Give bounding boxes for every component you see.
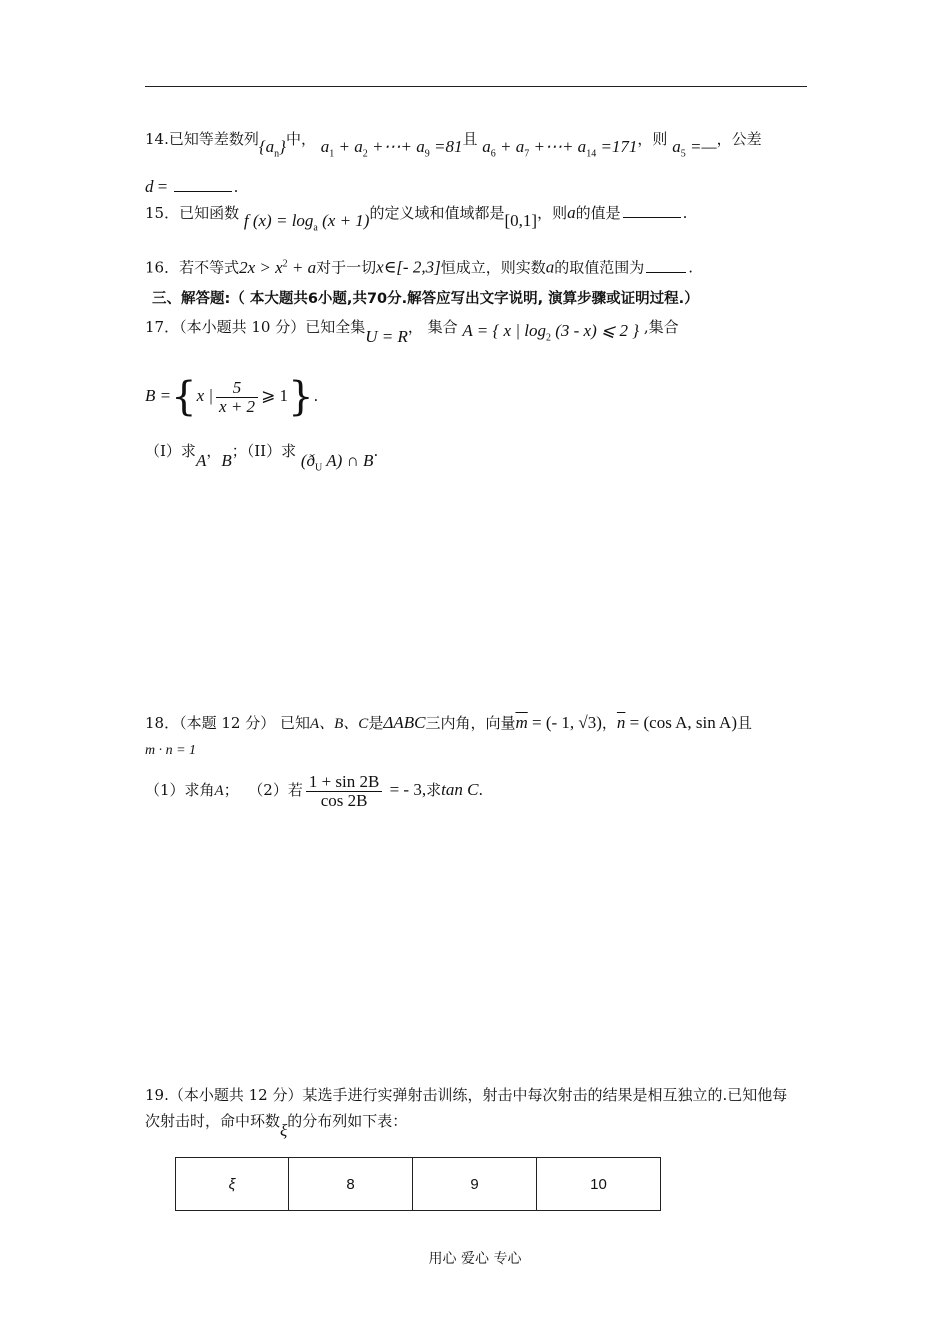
q15-answer-blank[interactable] bbox=[623, 205, 681, 218]
q19-line1: 19.（本小题共 12 分）某选手进行实弹射击训练，射击中每次射击的结果是相互独立的.已知他每 bbox=[145, 1086, 788, 1104]
q15-line: 15．已知函数 f $(x) = \log_a (x + 1)$的定义域和值域都是[0,1]，则a的值是 . bbox=[145, 203, 688, 234]
q15-function: f $(x) = \log_a (x + 1)$ bbox=[243, 211, 370, 234]
q14-answer-blank[interactable] bbox=[174, 179, 232, 192]
q17-parts: （I）求A，B；（II）求 ($ð_U$ A) ∩ B. bbox=[145, 442, 379, 474]
q17-part2-expression: ($ð_U$ A) ∩ B bbox=[300, 451, 374, 474]
q18-line1: 18．（本题 12 分） 已知A、B、C是ΔABC三内角，向量$\overline{m}$ = (- 1, √3)，$\overline{n} = (\cos$ A, sin A)且 bbox=[145, 713, 753, 732]
q16-line: 16．若不等式$2x > x^2 + a$对于一切x∈[- 2,3]恒成立，则实数a的取值范围为 . bbox=[145, 257, 693, 277]
q19-line2: 次射击时，命中环数ξ的分布列如下表： bbox=[145, 1112, 408, 1140]
distribution-table bbox=[175, 1157, 661, 1211]
q14-sum2: $a_6 + a_7$ +⋯+ $a_{14} =171$ bbox=[482, 137, 638, 160]
q14-sum1: $a_1 + a_2$ +⋯+ $a_9 =81$ bbox=[320, 137, 463, 160]
q18-dot-product: m · n = 1 bbox=[145, 743, 197, 758]
q16-inequality: $2x > x^2 + a$ bbox=[239, 257, 317, 277]
header-rule bbox=[145, 86, 807, 87]
q17-set-A: A = { x | $\log_2 (3 - x)$ ⩽ 2 } bbox=[462, 321, 640, 344]
q14-line1: 14.已知等差数列$\{a_n\}$中， $a_1 + a_2$ +⋯+ $a_9 =81$且 $a_6 + a_7$ +⋯+ $a_{14} =171$，则 $a_5$ =—，公差 bbox=[145, 130, 762, 160]
q14-line2: d = . bbox=[145, 177, 239, 196]
q17-line1: 17．（本小题共 10 分）已知全集U = R， 集合 A = { x | $\log_2 (3 - x)$ ⩽ 2 } ,集合 bbox=[145, 318, 679, 346]
q14-prefix: 14.已知等差数列 bbox=[145, 130, 259, 148]
table-row bbox=[176, 1158, 661, 1211]
q16-answer-blank[interactable] bbox=[646, 260, 686, 273]
page-footer: 用心 爱心 专心 bbox=[428, 1251, 522, 1267]
q17-set-B: B ={x | $\frac{5}{x + 2}$ ⩾ 1}. bbox=[145, 374, 319, 420]
section3-heading: 三、解答题:（ 本大题共6小题,共70分.解答应写出文字说明, 演算步骤或证明过程.） bbox=[152, 291, 699, 307]
table-cell-10: 10 bbox=[537, 1158, 661, 1211]
table-cell-8: 8 bbox=[289, 1158, 413, 1211]
table-cell-xi: ξ bbox=[176, 1158, 289, 1211]
q18-parts: （1）求角A； （2）若 $\frac{1 + \sin 2B}{\cos 2B}$ = - 3,求tan C. bbox=[145, 771, 484, 810]
table-cell-9: 9 bbox=[413, 1158, 537, 1211]
